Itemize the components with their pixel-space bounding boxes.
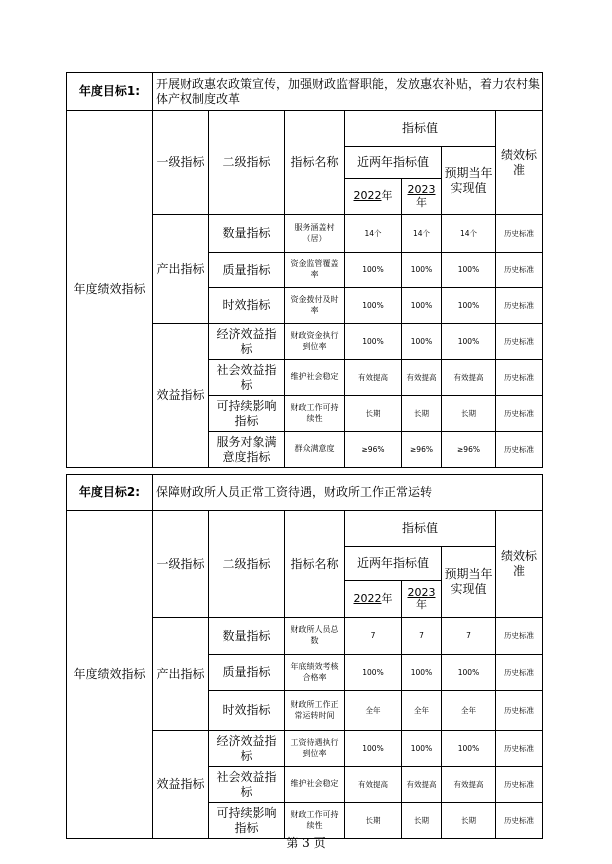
- indicator-name-cell: 财政所人员总数: [285, 618, 345, 655]
- value-2023-cell: 长期: [402, 396, 442, 432]
- level2-cell: 数量指标: [209, 215, 285, 253]
- level2-cell: 经济效益指标: [209, 324, 285, 360]
- level2-cell: 服务对象满意度指标: [209, 432, 285, 468]
- standard-cell: 历史标准: [496, 396, 543, 432]
- indicator-name-cell: 群众满意度: [285, 432, 345, 468]
- value-expected-cell: 长期: [442, 803, 496, 839]
- level2-cell: 数量指标: [209, 618, 285, 655]
- header-recent-years: 近两年指标值: [345, 147, 442, 179]
- standard-cell: 历史标准: [496, 360, 543, 396]
- header-year-2023: 2023 年: [402, 179, 442, 215]
- category-output: 产出指标: [153, 618, 209, 731]
- value-2023-cell: 有效提高: [402, 767, 442, 803]
- value-2023-cell: 全年: [402, 691, 442, 731]
- level2-cell: 质量指标: [209, 253, 285, 288]
- standard-cell: 历史标准: [496, 288, 543, 324]
- value-2022-cell: 100%: [345, 288, 402, 324]
- value-2023-cell: 有效提高: [402, 360, 442, 396]
- level2-cell: 可持续影响指标: [209, 396, 285, 432]
- level2-cell: 时效指标: [209, 691, 285, 731]
- indicator-name-cell: 财政工作可持续性: [285, 396, 345, 432]
- indicator-name-cell: 年底绩效考核合格率: [285, 655, 345, 691]
- page-number: 第 3 页: [286, 836, 326, 850]
- category-benefit: 效益指标: [153, 731, 209, 839]
- value-2023-cell: 14个: [402, 215, 442, 253]
- value-2023-cell: 100%: [402, 324, 442, 360]
- goal-2-text: 保障财政所人员正常工资待遇，财政所工作正常运转: [153, 475, 543, 511]
- performance-table-2: [66, 474, 543, 839]
- indicator-name-cell: 资金监管覆盖率: [285, 253, 345, 288]
- header-year-2022: 2022年: [345, 179, 402, 215]
- value-expected-cell: 100%: [442, 324, 496, 360]
- section-label: 年度绩效指标: [67, 111, 153, 468]
- value-expected-cell: 100%: [442, 253, 496, 288]
- category-output: 产出指标: [153, 215, 209, 324]
- header-year-2022: 2022年: [345, 581, 402, 618]
- value-expected-cell: ≥96%: [442, 432, 496, 468]
- goal-2-label: 年度目标2:: [67, 475, 153, 511]
- header-indicator-value: 指标值: [345, 111, 496, 147]
- value-2023-cell: 100%: [402, 655, 442, 691]
- header-expected: 预期当年实现值: [442, 547, 496, 618]
- value-expected-cell: 全年: [442, 691, 496, 731]
- header-indicator-value: 指标值: [345, 511, 496, 547]
- value-expected-cell: 100%: [442, 288, 496, 324]
- value-2023-cell: 100%: [402, 288, 442, 324]
- value-2022-cell: 全年: [345, 691, 402, 731]
- indicator-name-cell: 维护社会稳定: [285, 360, 345, 396]
- level2-cell: 时效指标: [209, 288, 285, 324]
- value-2022-cell: 有效提高: [345, 360, 402, 396]
- header-level2: 二级指标: [209, 111, 285, 215]
- header-year-2023: 2023 年: [402, 581, 442, 618]
- standard-cell: 历史标准: [496, 618, 543, 655]
- level2-cell: 质量指标: [209, 655, 285, 691]
- value-2023-cell: 长期: [402, 803, 442, 839]
- value-2023-cell: 100%: [402, 731, 442, 767]
- standard-cell: 历史标准: [496, 215, 543, 253]
- header-indicator-name: 指标名称: [285, 111, 345, 215]
- value-expected-cell: 100%: [442, 731, 496, 767]
- value-2022-cell: 14个: [345, 215, 402, 253]
- value-2022-cell: 100%: [345, 731, 402, 767]
- header-standard: 绩效标准: [496, 111, 543, 215]
- standard-cell: 历史标准: [496, 691, 543, 731]
- value-2023-cell: ≥96%: [402, 432, 442, 468]
- standard-cell: 历史标准: [496, 731, 543, 767]
- value-expected-cell: 100%: [442, 655, 496, 691]
- standard-cell: 历史标准: [496, 767, 543, 803]
- value-2022-cell: 有效提高: [345, 767, 402, 803]
- header-standard: 绩效标准: [496, 511, 543, 618]
- value-expected-cell: 长期: [442, 396, 496, 432]
- goal-1-text: 开展财政惠农政策宣传，加强财政监督职能，发放惠农补贴，着力农村集体产权制度改革: [153, 73, 543, 111]
- indicator-name-cell: 服务涵盖村（居）: [285, 215, 345, 253]
- indicator-name-cell: 财政所工作正常运转时间: [285, 691, 345, 731]
- value-2022-cell: ≥96%: [345, 432, 402, 468]
- value-2022-cell: 长期: [345, 396, 402, 432]
- value-2023-cell: 100%: [402, 253, 442, 288]
- indicator-name-cell: 资金拨付及时率: [285, 288, 345, 324]
- indicator-name-cell: 财政资金执行到位率: [285, 324, 345, 360]
- header-level1: 一级指标: [153, 111, 209, 215]
- header-indicator-name: 指标名称: [285, 511, 345, 618]
- performance-table-1: [66, 72, 543, 468]
- value-2022-cell: 100%: [345, 324, 402, 360]
- value-2022-cell: 100%: [345, 655, 402, 691]
- category-benefit: 效益指标: [153, 324, 209, 468]
- indicator-name-cell: 财政工作可持续性: [285, 803, 345, 839]
- indicator-name-cell: 维护社会稳定: [285, 767, 345, 803]
- standard-cell: 历史标准: [496, 803, 543, 839]
- value-2022-cell: 长期: [345, 803, 402, 839]
- value-expected-cell: 7: [442, 618, 496, 655]
- value-2023-cell: 7: [402, 618, 442, 655]
- value-2022-cell: 100%: [345, 253, 402, 288]
- level2-cell: 社会效益指标: [209, 360, 285, 396]
- value-expected-cell: 有效提高: [442, 360, 496, 396]
- level2-cell: 经济效益指标: [209, 731, 285, 767]
- value-2022-cell: 7: [345, 618, 402, 655]
- header-level2: 二级指标: [209, 511, 285, 618]
- level2-cell: 可持续影响指标: [209, 803, 285, 839]
- indicator-name-cell: 工资待遇执行到位率: [285, 731, 345, 767]
- level2-cell: 社会效益指标: [209, 767, 285, 803]
- header-level1: 一级指标: [153, 511, 209, 618]
- value-expected-cell: 14个: [442, 215, 496, 253]
- goal-1-label: 年度目标1:: [67, 73, 153, 111]
- standard-cell: 历史标准: [496, 324, 543, 360]
- header-recent-years: 近两年指标值: [345, 547, 442, 581]
- header-expected: 预期当年实现值: [442, 147, 496, 215]
- section-label: 年度绩效指标: [67, 511, 153, 839]
- standard-cell: 历史标准: [496, 655, 543, 691]
- value-expected-cell: 有效提高: [442, 767, 496, 803]
- standard-cell: 历史标准: [496, 432, 543, 468]
- standard-cell: 历史标准: [496, 253, 543, 288]
